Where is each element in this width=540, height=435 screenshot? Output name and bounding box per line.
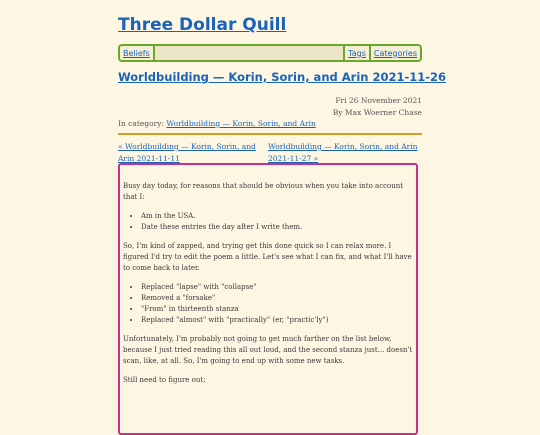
prev-post-link[interactable]: « Worldbuilding — Korin, Sorin, and Arin 2021-11-11 xyxy=(118,142,256,163)
nav-categories-link[interactable]: Categories xyxy=(373,48,417,58)
nav-tags-link[interactable]: Tags xyxy=(348,48,366,58)
list-item: • "From" in thirteenth stanza xyxy=(141,304,413,315)
list-item: • Am in the USA. xyxy=(141,211,413,222)
list-item: • Date these entries the day after I write them. xyxy=(141,222,413,233)
list xyxy=(123,282,413,326)
paragraph: Still need to figure out: xyxy=(123,376,206,384)
category-link[interactable]: Worldbuilding — Korin, Sorin, and Arin xyxy=(166,119,316,128)
post-author: By Max Woerner Chase xyxy=(332,108,422,117)
paragraph: Unfortunately, I'm probably not going to get much farther on the list below, because I just tried reading this all out loud, and the second stanza just... doesn't scan, like, at all. So, I'm going to end up with some new tasks. xyxy=(123,335,413,365)
list xyxy=(123,211,413,233)
paragraph: So, I'm kind of zapped, and trying get this done quick so I can relax more. I figured I'd try to edit the poem a little. Let's see what I can fix, and what I'll have to come back to later. xyxy=(123,242,412,272)
category-prefix: In category: xyxy=(118,119,164,128)
site-title-link[interactable]: Three Dollar Quill xyxy=(118,15,287,35)
divider xyxy=(118,133,422,135)
nav-bar xyxy=(118,44,422,62)
post-category xyxy=(118,119,316,128)
post-meta xyxy=(333,95,422,119)
list-item: • Replaced "lapse" with "collapse" xyxy=(141,282,413,293)
paragraph: Busy day today, for reasons that should be obvious when you take into account that I: xyxy=(123,182,404,201)
post-title-link[interactable]: Worldbuilding — Korin, Sorin, and Arin 2021-11-26 xyxy=(118,70,447,84)
next-post-link[interactable]: Worldbuilding — Korin, Sorin, and Arin 2021-11-27 » xyxy=(268,142,418,163)
post-content xyxy=(118,163,418,435)
list-item: • Replaced "almost" with "practically" (er, "practic'ly") xyxy=(141,315,413,326)
nav-beliefs-link[interactable]: Beliefs xyxy=(123,48,150,58)
post-date: Fri 26 November 2021 xyxy=(335,96,422,105)
nav-spacer xyxy=(155,46,343,60)
list-item: • Removed a "forsake" xyxy=(141,293,413,304)
